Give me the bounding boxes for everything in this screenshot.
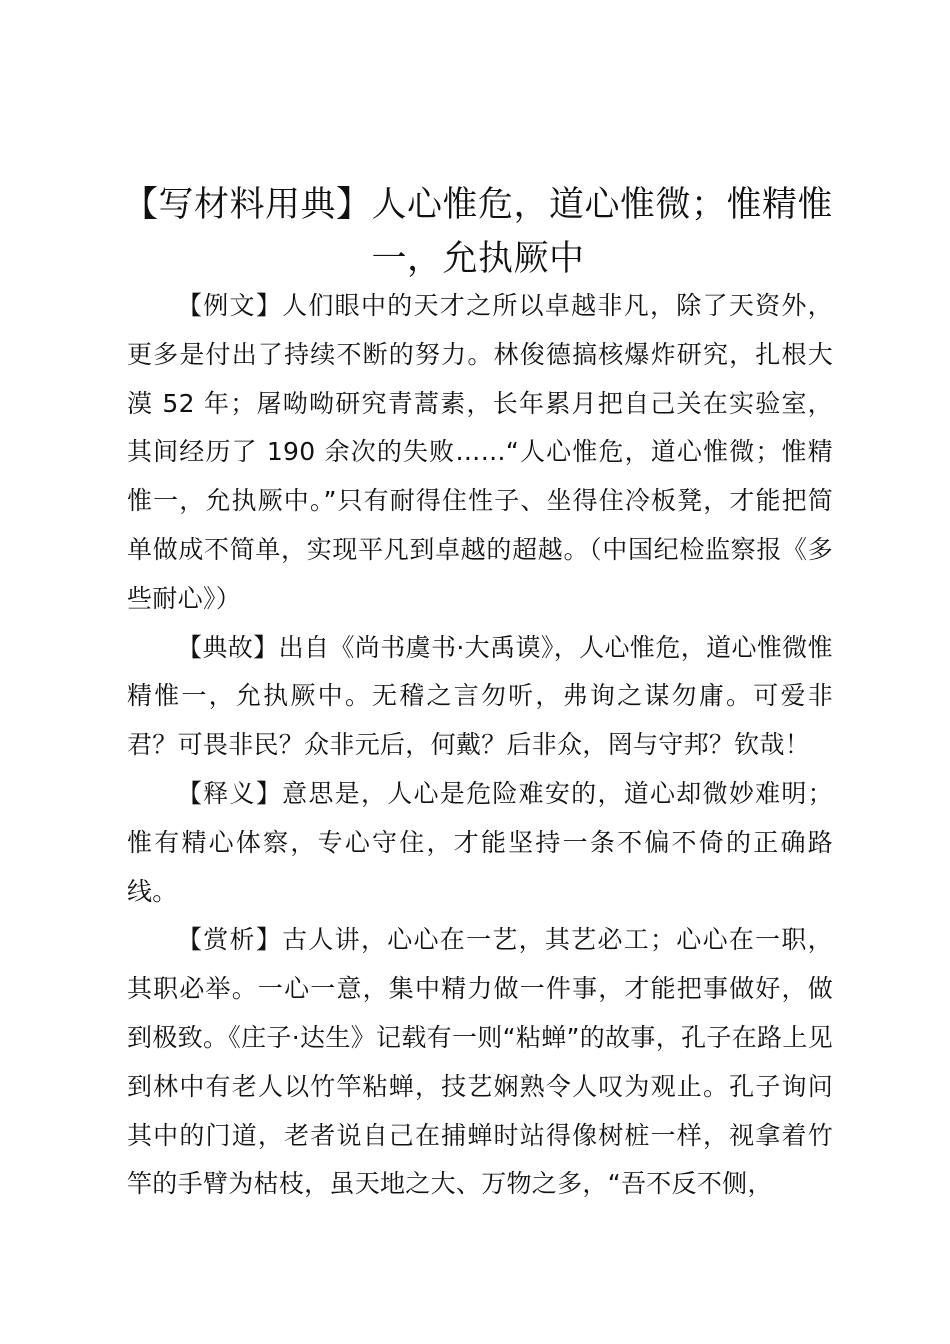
title-line-1: 【写材料用典】人心惟危，道心惟微；惟精惟 [122, 185, 833, 225]
document-title [120, 178, 836, 286]
paragraph-origin: 【典故】出自《尚书虞书·大禹谟》，人心惟危，道心惟微惟精惟一，允执厥中。无稽之言勿听，弗询之谋勿庸。可爱非君？可畏非民？众非元后，何戴？后非众，罔与守邦？钦哉！ [127, 632, 833, 760]
paragraph-appreciation: 【赏析】古人讲，心心在一艺，其艺必工；心心在一职，其职必举。一心一意，集中精力做一件事，才能把事做好，做到极致。《庄子·达生》记载有一则“粘蝉”的故事，孔子在路上见到林中有老人以竹竿粘蝉，技艺娴熟令人叹为观止。孔子询问其中的门道，老者说自己在捕蝉时站得像树桩一样，视拿着竹竿的手臂为枯枝，虽天地之大、万物之多，“吾不反不侧， [127, 925, 833, 1199]
document-body [127, 282, 833, 1209]
paragraph-example: 【例文】人们眼中的天才之所以卓越非凡，除了天资外，更多是付出了持续不断的努力。林俊德搞核爆炸研究，扎根大漠 52 年；屠呦呦研究青蒿素，长年累月把自己关在实验室，其间经历了 190 余次的失败……“人心惟危，道心惟微；惟精惟一，允执厥中。”只有耐得住性子、坐得住冷板凳，才能把简单做成不简单，实现平凡到卓越的超越。（中国纪检监察报《多些耐心》） [127, 291, 833, 613]
paragraph-meaning: 【释义】意思是，人心是危险难安的，道心却微妙难明；惟有精心体察，专心守住，才能坚持一条不偏不倚的正确路线。 [127, 778, 833, 906]
title-line-2: 一，允执厥中 [371, 239, 585, 279]
